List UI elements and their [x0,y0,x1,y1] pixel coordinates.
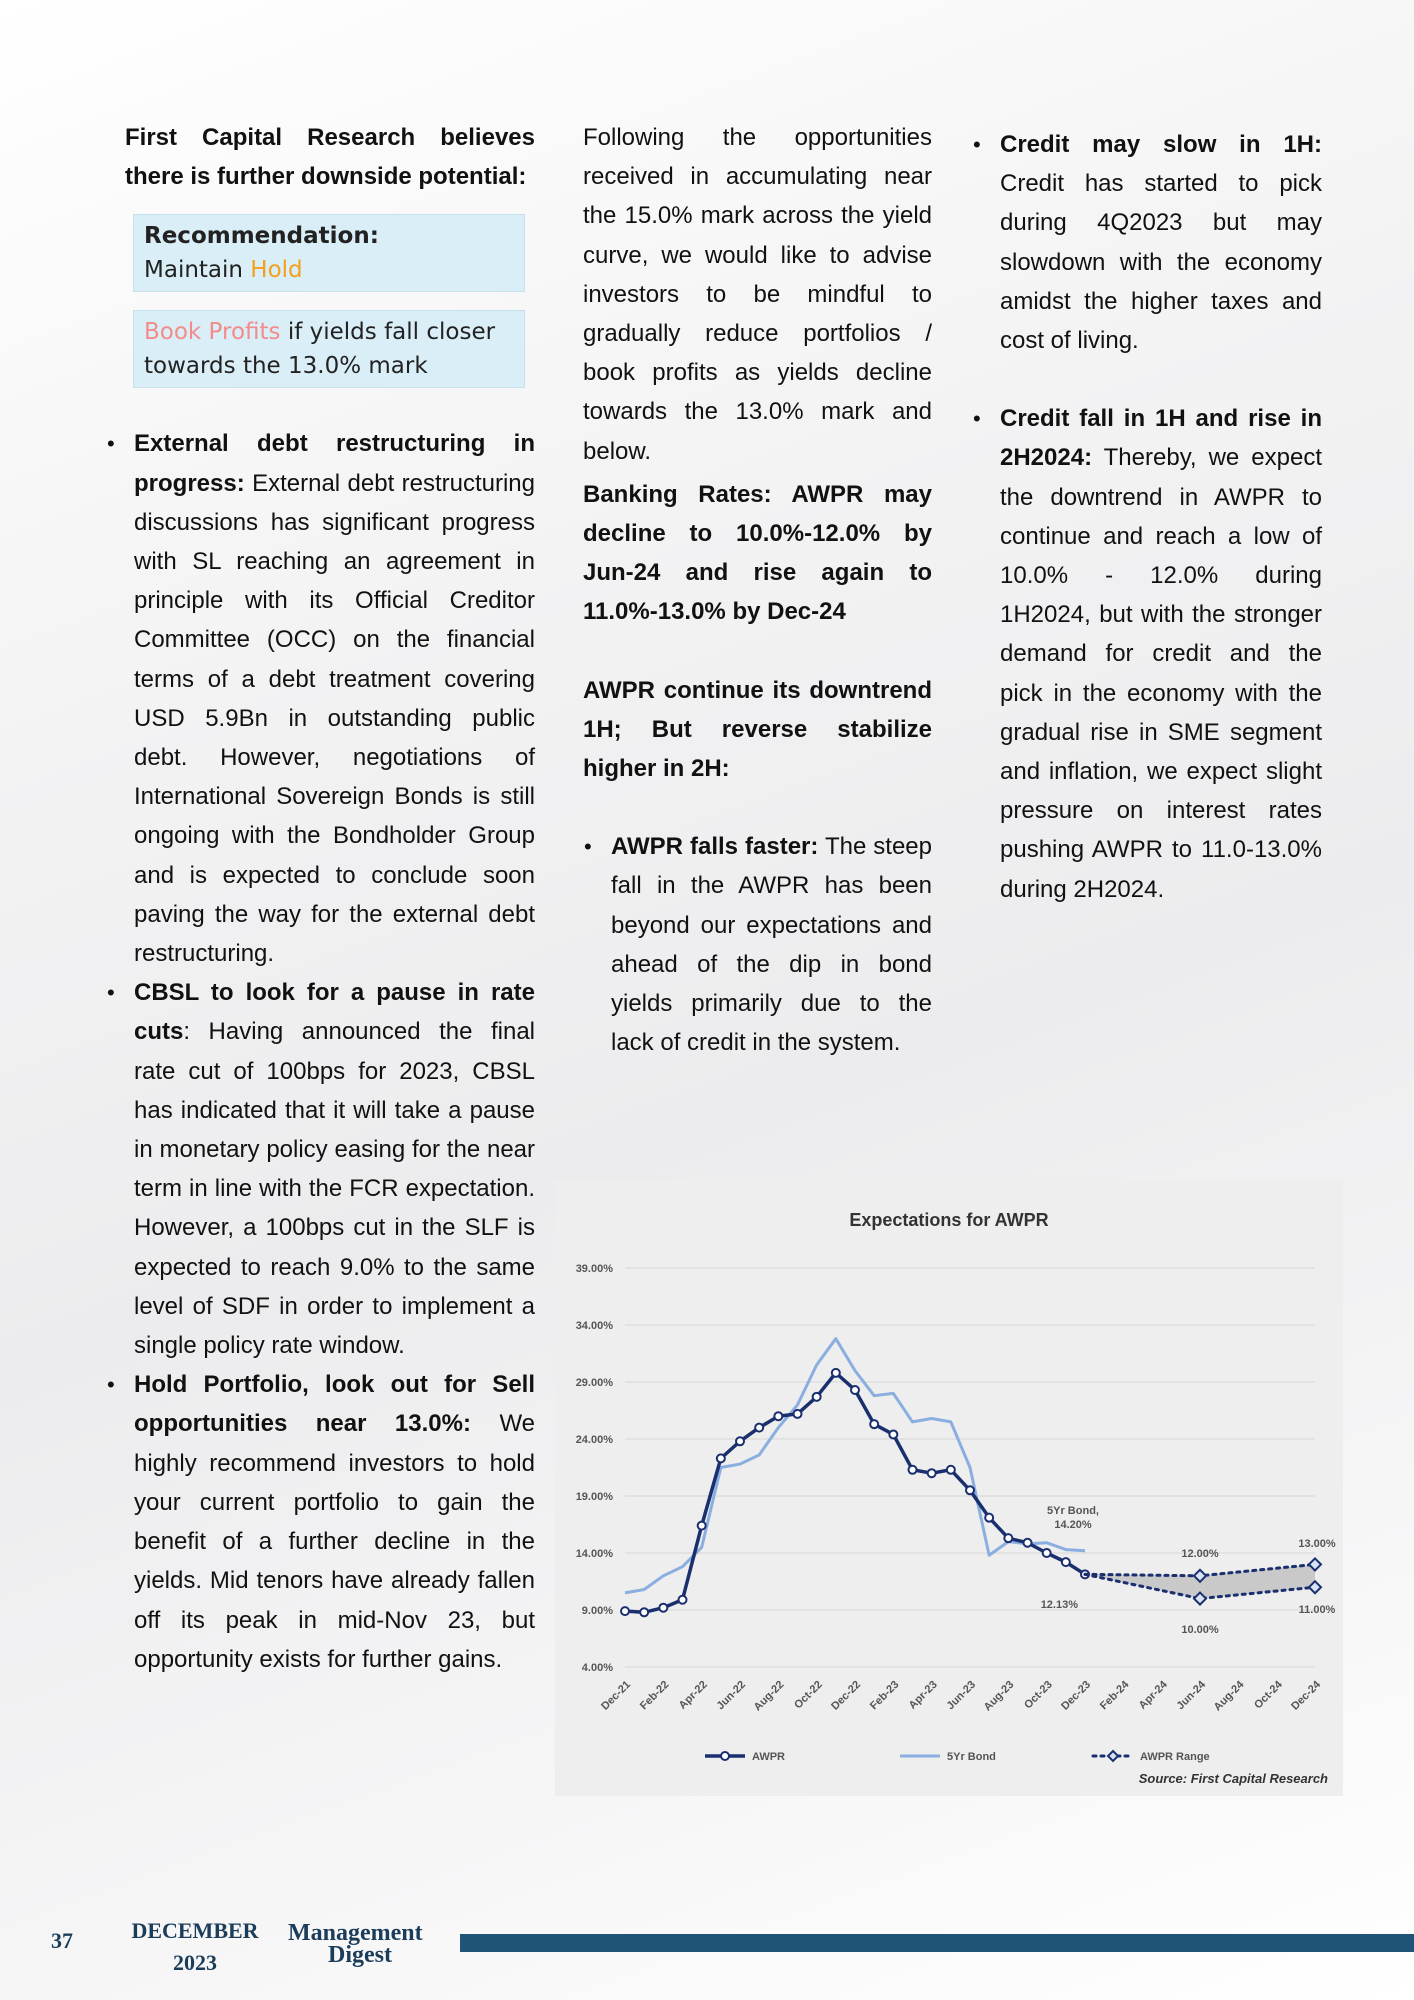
column-right [972,125,1322,909]
bond-end-label-1: 5Yr Bond, [1047,1505,1099,1517]
x-tick-label: Apr-24 [1136,1678,1170,1712]
book-profits-box [133,310,525,388]
issue-year: 2023 [173,1950,217,1975]
x-tick-label: Oct-23 [1022,1678,1055,1712]
awpr-point [774,1412,782,1420]
x-tick-label: Aug-23 [981,1678,1017,1714]
bullet-heading: CBSL to look for a pause in rate cuts [134,979,535,1046]
x-tick-label: Apr-22 [676,1678,710,1712]
x-tick-label: Oct-24 [1252,1678,1285,1712]
page-number: 37 [51,1928,73,1953]
y-tick-label: 29.00% [575,1377,613,1389]
awpr-point [909,1466,917,1474]
awpr-point [813,1393,821,1401]
recommendation-label: Recommendation: [144,223,379,250]
bullet-text: Thereby, we expect the downtrend in AWPR to continue and reach a low of 10.0% - 12.0% during 1H2024, but with the stronger demand for credit and the pick in the economy with the gradual rise in SME segment and inflation, we expect slight pressure on interest rates pushing AWPR to 11.0-13.0% during 2H2024. [1000,444,1322,903]
issue-month: DECEMBER [131,1918,259,1943]
awpr-point [947,1466,955,1474]
x-tick-label: Feb-24 [1097,1678,1132,1713]
legend-range-marker [1108,1751,1118,1761]
awpr-point [794,1410,802,1418]
x-tick-label: Feb-22 [637,1678,672,1713]
bullet-heading: Credit may slow in 1H: [1000,131,1322,158]
x-tick-label: Dec-22 [829,1678,864,1713]
legend-range-label: AWPR Range [1140,1751,1210,1763]
chart-source: Source: First Capital Research [1138,1771,1328,1786]
issue-date [125,1915,265,1979]
y-tick-label: 34.00% [575,1320,613,1332]
column-left [125,118,535,1679]
x-tick-label: Apr-23 [906,1678,940,1712]
bullet-text: Credit has started to pick during 4Q2023 but may slowdown with the economy amidst the higher taxes and cost of living. [1000,170,1322,355]
bullet-list-left [125,424,535,1679]
column-middle [583,118,932,1062]
bullet-text: The steep fall in the AWPR has been beyond our expectations and ahead of the dip in bond yields primarily due to the lack of credit in the system. [611,833,932,1057]
x-tick-label: Aug-24 [1211,1678,1247,1714]
awpr-point [679,1596,687,1604]
magazine-logo [288,1922,423,1966]
awpr-point [928,1469,936,1477]
legend-awpr-marker [721,1752,729,1760]
awpr-point [621,1607,629,1615]
awpr-point [659,1604,667,1612]
bullet-list-middle [602,827,932,1062]
recommendation-value [144,253,514,287]
awpr-chart [555,1180,1343,1796]
y-tick-label: 39.00% [575,1263,613,1275]
x-tick-label: Dec-23 [1059,1678,1094,1713]
footer-bar [460,1934,1414,1952]
x-tick-label: Aug-22 [751,1678,787,1714]
list-item [602,827,932,1062]
awpr-point [870,1420,878,1428]
awpr-point [966,1486,974,1494]
bullet-heading: Credit fall in 1H and rise in 2H2024: [1000,405,1322,472]
chart-svg [555,1180,1343,1796]
jun-lower-label: 10.00% [1181,1624,1219,1636]
awpr-point [717,1454,725,1462]
bullet-text: We highly recommend investors to hold your current portfolio to gain the benefit of a further decline in the yields. Mid tenors have already fallen off its peak in mid-Nov 23, but opportunity exists for further gains. [134,1410,536,1673]
y-tick-label: 19.00% [575,1491,613,1503]
logo-word-2: Digest [328,1942,392,1968]
awpr-point [1024,1539,1032,1547]
x-tick-label: Jun-23 [944,1678,979,1713]
list-item [991,399,1322,909]
y-tick-label: 24.00% [575,1434,613,1446]
bullet-heading: AWPR falls faster: [611,833,819,861]
recommendation-box [133,214,525,292]
bullet-heading: External debt restructuring in progress: [134,430,535,497]
series-line-awpr [625,1373,1085,1612]
logo-word-1: Management [288,1920,423,1946]
hold-label: Hold [250,257,303,284]
dec-lower-label: 11.00% [1298,1604,1336,1616]
banking-rates-heading: Banking Rates: AWPR may decline to 10.0%-12.0% by Jun-24 and rise again to 11.0%-13.0% by Dec-24 [583,480,932,626]
list-item [125,1365,535,1679]
awpr-point [698,1522,706,1530]
x-tick-label: Feb-23 [867,1678,902,1713]
section-heading: First Capital Research believes there is further downside potential: [125,124,535,191]
awpr-point [851,1386,859,1394]
legend-awpr-label: AWPR [752,1751,785,1763]
recommendation-text: Maintain [144,257,251,284]
awpr-point [736,1437,744,1445]
list-item [125,424,535,973]
bond-end-label-2: 14.20% [1054,1519,1092,1531]
x-tick-label: Dec-21 [599,1678,634,1713]
awpr-point [832,1369,840,1377]
x-tick-label: Jun-24 [1174,1678,1209,1713]
awpr-heading: AWPR continue its downtrend 1H; But reverse stabilize higher in 2H: [583,676,932,783]
y-tick-label: 14.00% [575,1548,613,1560]
x-tick-label: Jun-22 [714,1678,749,1713]
bullet-text: : Having announced the final rate cut of 100bps for 2023, CBSL has indicated that it will take a pause in monetary policy easing for the near term in line with the FCR expectation. However, a 100bps cut in the SLF is expected to reach 9.0% to the same level of SDF in order to implement a single policy rate window. [134,1018,535,1360]
y-tick-label: 4.00% [581,1662,613,1674]
awpr-end-label: 12.13% [1040,1599,1078,1611]
dec-upper-label: 13.00% [1298,1538,1336,1550]
x-tick-label: Dec-24 [1289,1678,1324,1713]
bullet-text: External debt restructuring discussions has significant progress with SL reaching an agreement in principle with its Official Creditor Committee (OCC) on the financial terms of a debt treatment covering USD 5.9Bn in outstanding public debt. However, negotiations of International Sovereign Bonds is still ongoing with the Bondholder Group and is expected to conclude soon paving the way for the external debt restructuring. [134,469,535,968]
awpr-point [985,1514,993,1522]
chart-title: Expectations for AWPR [849,1210,1049,1230]
awpr-point [640,1608,648,1616]
awpr-point [1004,1534,1012,1542]
book-profits-label: Book Profits [144,319,281,346]
bullet-list-right [991,125,1322,909]
x-tick-label: Oct-22 [792,1678,825,1712]
jun-upper-label: 12.00% [1181,1548,1219,1560]
bullet-heading: Hold Portfolio, look out for Sell opportunities near 13.0%: [134,1371,535,1438]
legend-bond-label: 5Yr Bond [947,1751,996,1763]
awpr-point [755,1424,763,1432]
intro-paragraph: Following the opportunities received in accumulating near the 15.0% mark across the yield curve, we would like to advise investors to be mindful to gradually reduce portfolios / book profits as yields decline towards the 13.0% mark and below. [583,124,932,465]
book-profits-text: if yields fall closer towards the 13.0% mark [144,319,496,380]
awpr-point [889,1430,897,1438]
awpr-point [1062,1558,1070,1566]
list-item [991,125,1322,360]
y-tick-label: 9.00% [581,1605,613,1617]
awpr-point [1043,1549,1051,1557]
list-item [125,973,535,1365]
